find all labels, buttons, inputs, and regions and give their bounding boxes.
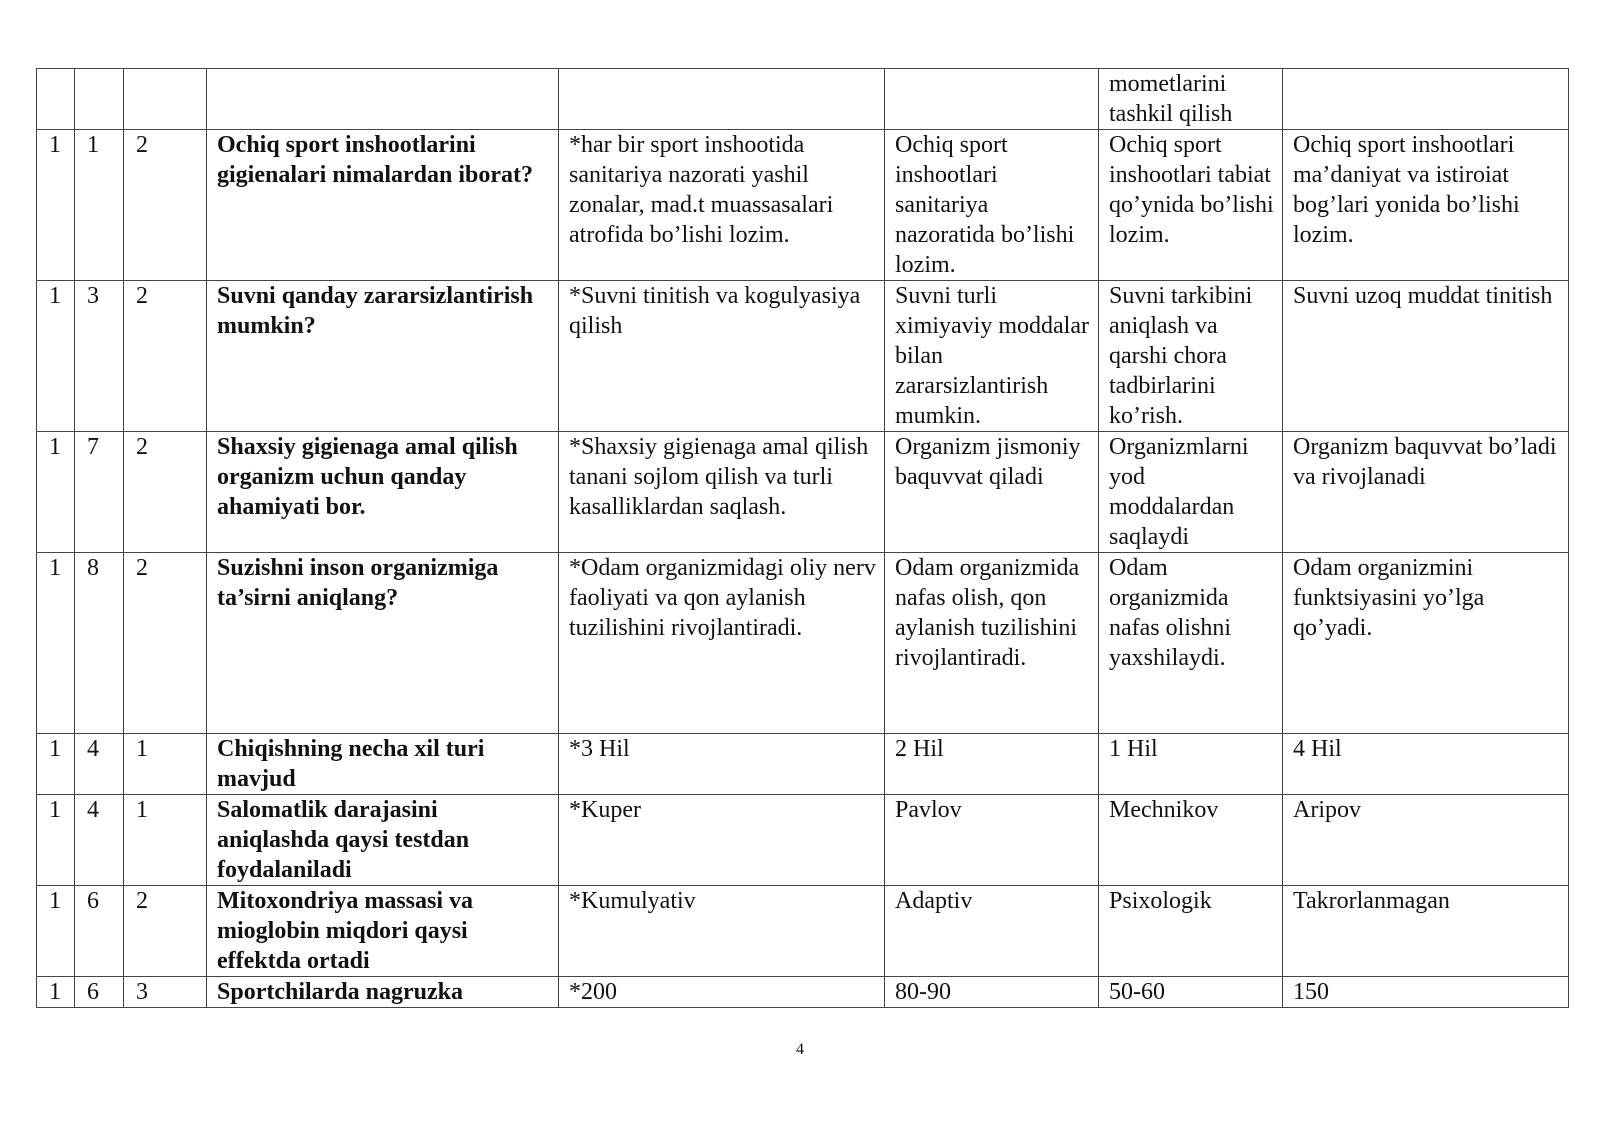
correct-answer-cell: *Kumulyativ — [559, 886, 885, 977]
answer-option-4-cell: Takrorlanmagan — [1283, 886, 1569, 977]
answer-option-2-cell: 80-90 — [885, 977, 1099, 1008]
question-cell: Suvni qanday zararsizlantirish mumkin? — [207, 281, 559, 432]
answer-option-3-cell: 50-60 — [1099, 977, 1283, 1008]
question-cell: Mitoxondriya massasi va mioglobin miqdori qaysi effektda ortadi — [207, 886, 559, 977]
answer-option-2-cell: Adaptiv — [885, 886, 1099, 977]
answer-option-2-cell: Odam organizmida nafas olish, qon aylanish tuzilishini rivojlantiradi. — [885, 553, 1099, 734]
answer-option-4-cell: Organizm baquvvat bo’ladi va rivojlanadi — [1283, 432, 1569, 553]
cell-col3: 2 — [124, 130, 207, 281]
cell-col3: 1 — [124, 734, 207, 795]
cell-col2: 1 — [75, 130, 124, 281]
cell-col1: 1 — [37, 130, 75, 281]
cell-col2: 6 — [75, 977, 124, 1008]
answer-option-3-cell: Suvni tarkibini aniqlash va qarshi chora tadbirlarini ko’rish. — [1099, 281, 1283, 432]
cell-col3: 2 — [124, 432, 207, 553]
cell-col3 — [124, 69, 207, 130]
correct-answer-cell — [559, 69, 885, 130]
correct-answer-cell: *3 Hil — [559, 734, 885, 795]
answer-option-3-cell: 1 Hil — [1099, 734, 1283, 795]
question-cell — [207, 69, 559, 130]
cell-col3: 2 — [124, 886, 207, 977]
answer-option-2-cell: Suvni turli ximiyaviy moddalar bilan zararsizlantirish mumkin. — [885, 281, 1099, 432]
answer-option-2-cell — [885, 69, 1099, 130]
answer-option-2-cell: Pavlov — [885, 795, 1099, 886]
answer-option-4-cell: 4 Hil — [1283, 734, 1569, 795]
table-row — [37, 886, 1569, 977]
cell-col2: 8 — [75, 553, 124, 734]
question-cell: Suzishni inson organizmiga ta’sirni aniqlang? — [207, 553, 559, 734]
table-row — [37, 130, 1569, 281]
answer-option-3-cell: Psixologik — [1099, 886, 1283, 977]
correct-answer-cell: *200 — [559, 977, 885, 1008]
answer-option-3-cell: Organizmlarni yod moddalardan saqlaydi — [1099, 432, 1283, 553]
answer-option-4-cell — [1283, 69, 1569, 130]
question-cell: Salomatlik darajasini aniqlashda qaysi testdan foydalaniladi — [207, 795, 559, 886]
table-row — [37, 69, 1569, 130]
cell-col1: 1 — [37, 977, 75, 1008]
correct-answer-cell: *Odam organizmidagi oliy nerv faoliyati va qon aylanish tuzilishini rivojlantiradi. — [559, 553, 885, 734]
table-row — [37, 281, 1569, 432]
correct-answer-cell: *Shaxsiy gigienaga amal qilish tanani sojlom qilish va turli kasalliklardan saqlash. — [559, 432, 885, 553]
cell-col3: 2 — [124, 281, 207, 432]
cell-col1 — [37, 69, 75, 130]
answer-option-4-cell: Ochiq sport inshootlari ma’daniyat va istiroiat bog’lari yonida bo’lishi lozim. — [1283, 130, 1569, 281]
answer-option-4-cell: Aripov — [1283, 795, 1569, 886]
cell-col1: 1 — [37, 432, 75, 553]
question-cell: Shaxsiy gigienaga amal qilish organizm uchun qanday ahamiyati bor. — [207, 432, 559, 553]
question-cell: Sportchilarda nagruzka — [207, 977, 559, 1008]
cell-col2: 6 — [75, 886, 124, 977]
cell-col2: 4 — [75, 795, 124, 886]
answer-option-2-cell: 2 Hil — [885, 734, 1099, 795]
answer-option-4-cell: Odam organizmini funktsiyasini yo’lga qo’yadi. — [1283, 553, 1569, 734]
cell-col1: 1 — [37, 281, 75, 432]
cell-col2: 3 — [75, 281, 124, 432]
question-cell: Ochiq sport inshootlarini gigienalari nimalardan iborat? — [207, 130, 559, 281]
table-row — [37, 553, 1569, 734]
answer-option-3-cell: Ochiq sport inshootlari tabiat qo’ynida bo’lishi lozim. — [1099, 130, 1283, 281]
table-row — [37, 977, 1569, 1008]
cell-col2 — [75, 69, 124, 130]
table-row — [37, 432, 1569, 553]
answer-option-3-cell: Odam organizmida nafas olishni yaxshilaydi. — [1099, 553, 1283, 734]
correct-answer-cell: *Kuper — [559, 795, 885, 886]
cell-col3: 2 — [124, 553, 207, 734]
cell-col3: 1 — [124, 795, 207, 886]
answer-option-2-cell: Organizm jismoniy baquvvat qiladi — [885, 432, 1099, 553]
correct-answer-cell: *har bir sport inshootida sanitariya nazorati yashil zonalar, mad.t muassasalari atrofida bo’lishi lozim. — [559, 130, 885, 281]
answer-option-4-cell: Suvni uzoq muddat tinitish — [1283, 281, 1569, 432]
cell-col1: 1 — [37, 886, 75, 977]
question-cell: Chiqishning necha xil turi mavjud — [207, 734, 559, 795]
cell-col3: 3 — [124, 977, 207, 1008]
answer-option-3-cell: mometlarini tashkil qilish — [1099, 69, 1283, 130]
cell-col2: 7 — [75, 432, 124, 553]
answer-option-2-cell: Ochiq sport inshootlari sanitariya nazoratida bo’lishi lozim. — [885, 130, 1099, 281]
answer-option-4-cell: 150 — [1283, 977, 1569, 1008]
cell-col1: 1 — [37, 734, 75, 795]
cell-col2: 4 — [75, 734, 124, 795]
table-row — [37, 734, 1569, 795]
answer-option-3-cell: Mechnikov — [1099, 795, 1283, 886]
table-row — [37, 795, 1569, 886]
question-table — [36, 68, 1569, 1008]
correct-answer-cell: *Suvni tinitish va kogulyasiya qilish — [559, 281, 885, 432]
page-number: 4 — [796, 1041, 804, 1058]
cell-col1: 1 — [37, 553, 75, 734]
question-table-container — [36, 68, 1568, 1008]
cell-col1: 1 — [37, 795, 75, 886]
